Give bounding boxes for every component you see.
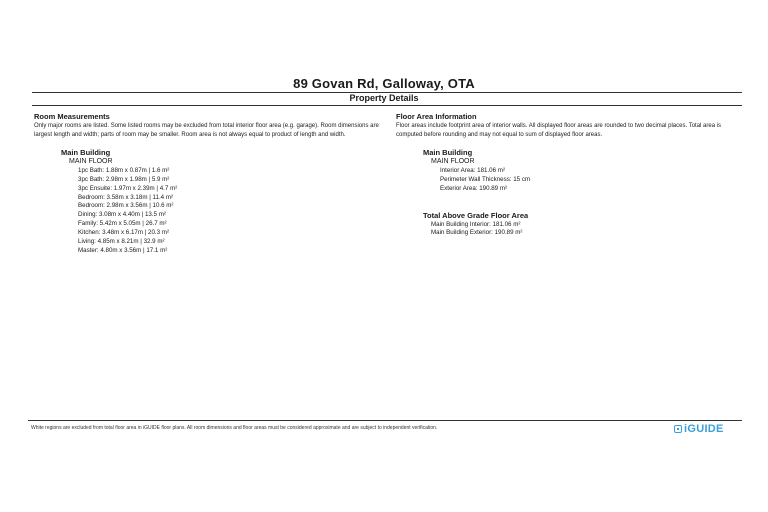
- footer-disclaimer: White regions are excluded from total floor area in iGUIDE floor plans. All room dimensions and floor areas must be considered approximate and are subject to independent verification.: [31, 425, 438, 431]
- floor-label: MAIN FLOOR: [69, 158, 113, 165]
- room-row: Bedroom: 2.98m x 3.56m | 10.6 m²: [78, 202, 174, 210]
- iguide-logo-icon: [674, 425, 682, 433]
- room-row: Family: 5.42m x 5.05m | 26.7 m²: [78, 220, 167, 228]
- room-row: Kitchen: 3.48m x 6.17m | 20.3 m²: [78, 228, 170, 236]
- total-area-row: Main Building Exterior: 190.89 m²: [431, 229, 523, 237]
- room-row: Master: 4.80m x 3.56m | 17.1 m²: [78, 246, 168, 254]
- subtitle-divider: [32, 105, 742, 106]
- floor-area-row: Exterior Area: 190.89 m²: [440, 184, 508, 192]
- room-row: Dining: 3.08m x 4.40m | 13.5 m²: [78, 211, 166, 219]
- room-row: Living: 4.85m x 8.21m | 32.9 m²: [78, 237, 165, 245]
- room-row: 1pc Bath: 1.88m x 0.87m | 1.6 m²: [78, 167, 170, 174]
- page-title: 89 Govan Rd, Galloway, OTA: [293, 76, 475, 91]
- total-area-list: [396, 221, 744, 239]
- total-area-row: Main Building Interior: 181.06 m²: [431, 220, 521, 228]
- floor-area-heading: Floor Area Information: [396, 112, 477, 121]
- building-heading: Main Building: [423, 148, 473, 157]
- room-measurements-note: Only major rooms are listed. Some listed rooms may be excluded from total interior floor area (e.g. garage). Room dimensions are largest length and width; parts of room may be smaller. Room area is not always equal to product of length and width.: [34, 123, 379, 138]
- total-area-heading: Total Above Grade Floor Area: [423, 210, 529, 220]
- floor-area-list: [396, 167, 744, 194]
- page-subtitle: Property Details: [349, 93, 419, 103]
- room-list: [34, 167, 379, 255]
- floor-area-section: [396, 112, 744, 238]
- room-row: Bedroom: 3.58m x 3.18m | 11.4 m²: [78, 193, 174, 201]
- floor-area-note: Floor areas include footprint area of interior walls. All displayed floor areas are rounded to two decimal places. Total area is computed before rounding and may not equal to sum of displayed floor areas.: [396, 123, 722, 138]
- building-heading: Main Building: [61, 148, 111, 157]
- floor-area-row: Perimeter Wall Thickness: 15 cm: [440, 175, 531, 183]
- footer-divider: [28, 420, 742, 421]
- logo-text: iGUIDE: [684, 423, 724, 435]
- room-measurements-heading: Room Measurements: [34, 112, 110, 121]
- floor-area-row: Interior Area: 181.06 m²: [440, 167, 506, 174]
- floor-label: MAIN FLOOR: [431, 158, 475, 165]
- room-measurements-section: [34, 112, 379, 255]
- room-row: 3pc Ensuite: 1.97m x 2.39m | 4.7 m²: [78, 184, 178, 192]
- room-row: 3pc Bath: 2.98m x 1.98m | 5.9 m²: [78, 175, 170, 183]
- iguide-logo: [674, 422, 724, 436]
